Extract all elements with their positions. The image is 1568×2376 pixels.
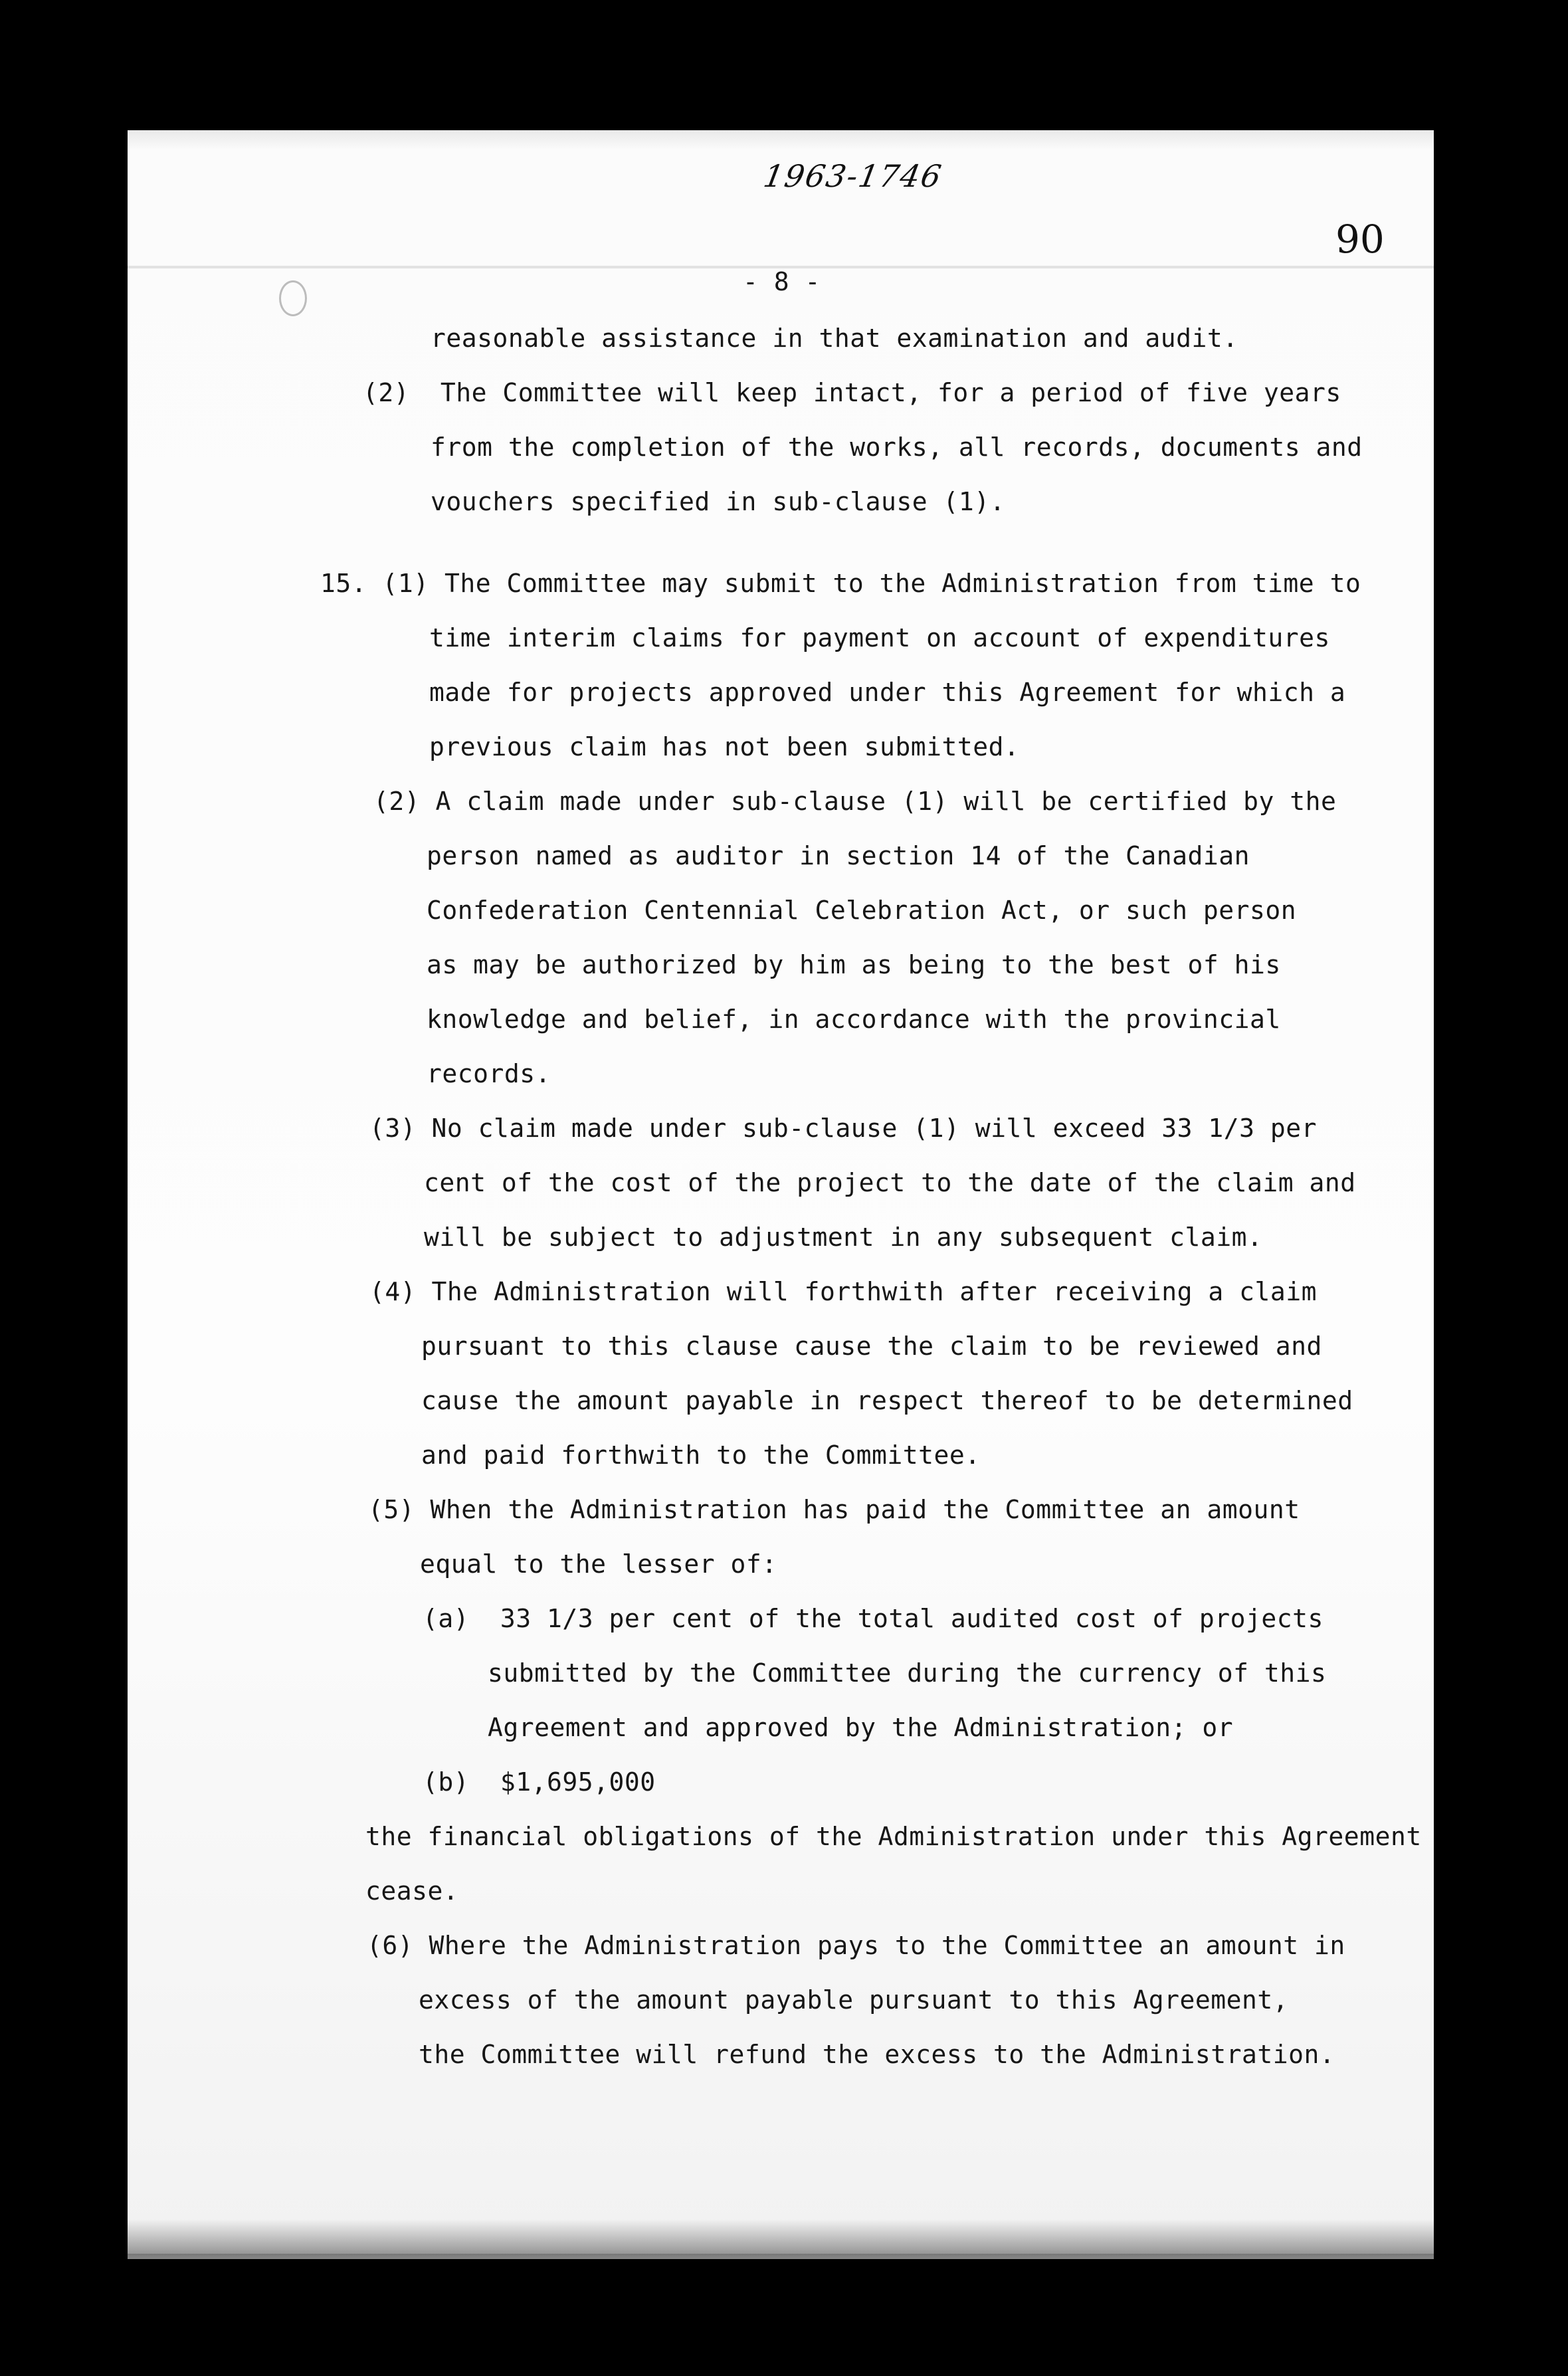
text-line: submitted by the Committee during the currency of this bbox=[488, 1658, 1327, 1688]
text-line: person named as auditor in section 14 of the Canadian bbox=[427, 841, 1250, 870]
text-line: equal to the lesser of: bbox=[420, 1549, 777, 1579]
text-line: time interim claims for payment on account of expenditures bbox=[429, 623, 1330, 652]
text-line: excess of the amount payable pursuant to this Agreement, bbox=[419, 1985, 1289, 2015]
text-line: records. bbox=[427, 1059, 551, 1088]
text-line: previous claim has not been submitted. bbox=[429, 732, 1020, 761]
text-line: (2) The Committee will keep intact, for a period of five years bbox=[363, 378, 1341, 407]
text-line: will be subject to adjustment in any subsequent claim. bbox=[424, 1223, 1263, 1252]
text-line: the financial obligations of the Administration under this Agreement bbox=[365, 1822, 1422, 1851]
stamped-page-number: 90 bbox=[1335, 217, 1385, 262]
text-line: (3) No claim made under sub-clause (1) will exceed 33 1/3 per bbox=[369, 1114, 1318, 1143]
text-line: 15. (1) The Committee may submit to the Administration from time to bbox=[320, 569, 1361, 598]
text-line: knowledge and belief, in accordance with the provincial bbox=[427, 1005, 1281, 1034]
text-line: cease. bbox=[365, 1876, 459, 1906]
handwritten-archive-id: 1963-1746 bbox=[761, 158, 945, 194]
text-line: cause the amount payable in respect thereof to be determined bbox=[421, 1386, 1353, 1415]
text-line: (a) 33 1/3 per cent of the total audited cost of projects bbox=[423, 1604, 1323, 1633]
page-bottom-shadow bbox=[128, 2219, 1434, 2259]
text-line: the Committee will refund the excess to the Administration. bbox=[419, 2040, 1335, 2069]
text-line: reasonable assistance in that examination and audit. bbox=[431, 324, 1238, 353]
text-line: pursuant to this clause cause the claim to be reviewed and bbox=[421, 1332, 1322, 1361]
text-line: as may be authorized by him as being to the best of his bbox=[427, 950, 1281, 979]
text-line: cent of the cost of the project to the date of the claim and bbox=[424, 1168, 1356, 1197]
text-line: (6) Where the Administration pays to the Committee an amount in bbox=[367, 1931, 1345, 1960]
text-line: Agreement and approved by the Administration; or bbox=[488, 1713, 1234, 1742]
page-number: - 8 - bbox=[743, 267, 821, 296]
punch-hole-mark bbox=[279, 280, 307, 316]
text-line: from the completion of the works, all records, documents and bbox=[431, 433, 1363, 462]
text-line: (5) When the Administration has paid the Committee an amount bbox=[368, 1495, 1300, 1524]
text-line: (4) The Administration will forthwith after receiving a claim bbox=[369, 1277, 1318, 1306]
text-line: and paid forthwith to the Committee. bbox=[421, 1440, 981, 1470]
text-line: made for projects approved under this Agreement for which a bbox=[429, 678, 1346, 707]
text-line: Confederation Centennial Celebration Act, or such person bbox=[427, 896, 1297, 925]
text-line: vouchers specified in sub-clause (1). bbox=[431, 487, 1005, 516]
text-line: (2) A claim made under sub-clause (1) will be certified by the bbox=[373, 787, 1337, 816]
text-line: (b) $1,695,000 bbox=[423, 1767, 656, 1797]
